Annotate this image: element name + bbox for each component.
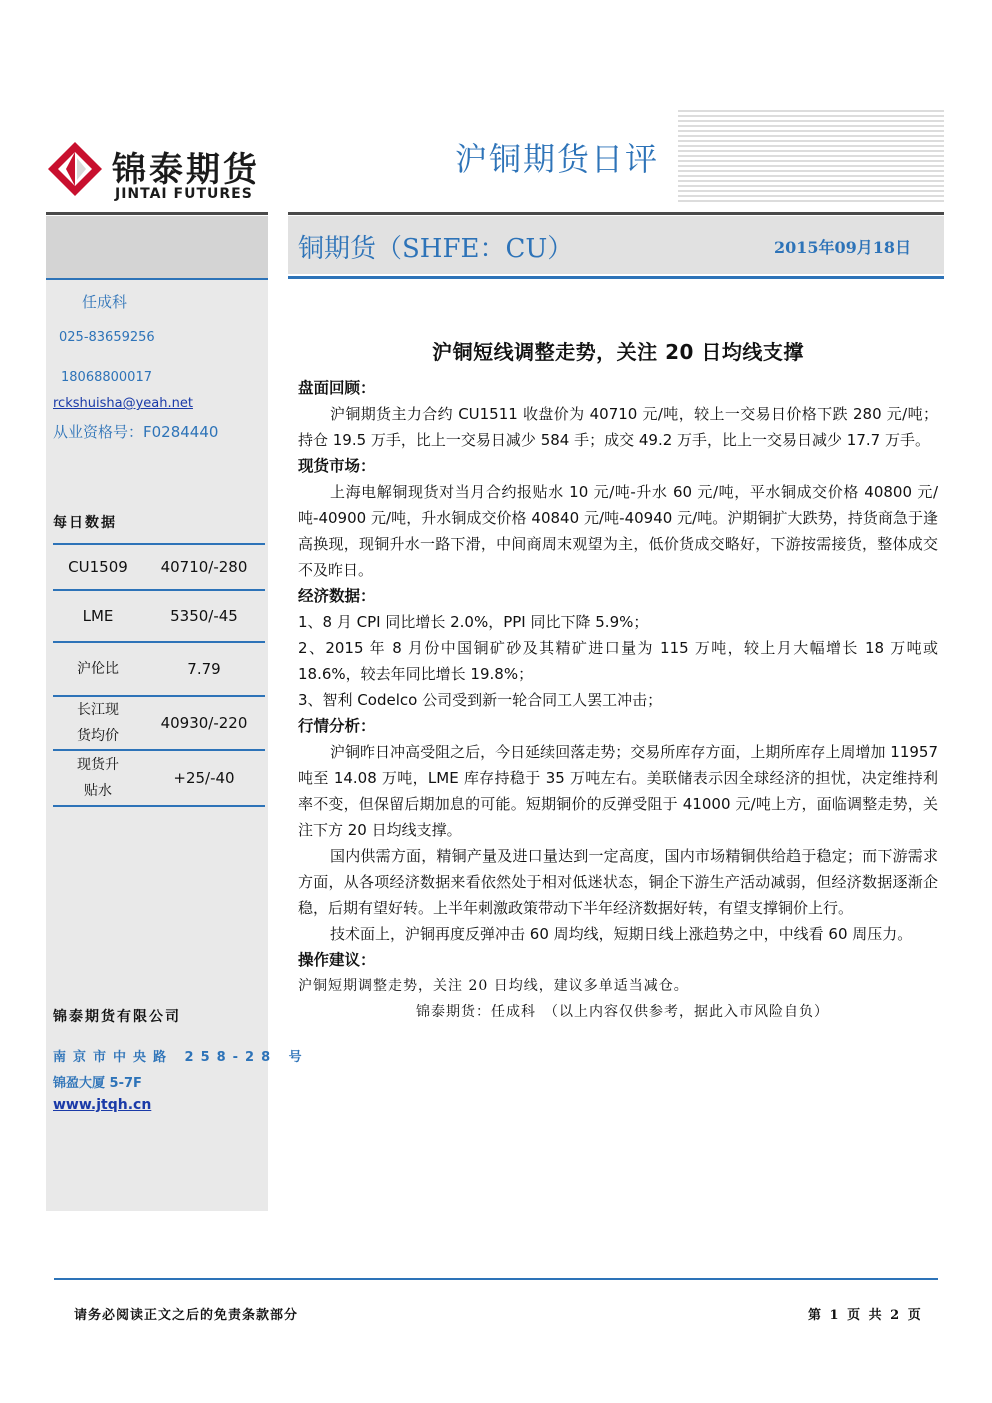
category-title: 铜期货（SHFE：CU） xyxy=(298,234,574,264)
section-title-spot: 现货市场： xyxy=(298,457,376,475)
analysis-paragraph: 技术面上，沪铜再度反弹冲击 60 周均线，短期日线上涨趋势之中，中线看 60 周压力。 xyxy=(330,925,913,943)
table-row xyxy=(53,697,265,751)
headline: 沪铜短线调整走势，关注 20 日均线支撑 xyxy=(432,340,804,364)
row-value: +25/-40 xyxy=(173,769,235,787)
section-title-analysis: 行情分析： xyxy=(298,717,376,735)
row-value: 7.79 xyxy=(187,660,221,678)
footer-rule xyxy=(54,1278,938,1280)
phone-landline: 025-83659256 xyxy=(59,330,155,345)
page-number: 第 1 页 共 2 页 xyxy=(808,1308,923,1323)
section-title-econ: 经济数据： xyxy=(298,587,376,605)
main-content xyxy=(298,336,938,1025)
footer-disclaimer: 请务必阅读正文之后的免责条款部分 xyxy=(74,1308,299,1323)
section-title-review: 盘面回顾： xyxy=(298,379,376,397)
company-name: 锦泰期货有限公司 xyxy=(53,1009,181,1025)
analysis-paragraph: 沪铜昨日冲高受阻之后，今日延续回落走势；交易所库存方面，上期所库存上周增加 11957 吨至 14.08 万吨，LME 库存持稳于 35 万吨左右。美联储表示因全球经济的担忧，决定维持利率不变，但保留后期加息的可能。短期铜价的反弹受阻于 41000 元/吨上方，面临调整走势，关注下方 20 日均线支撑。 xyxy=(298,743,938,839)
table-row xyxy=(53,591,265,643)
logo-english-name: JINTAI FUTURES xyxy=(115,186,253,202)
report-date: 2015年09月18日 xyxy=(774,238,912,257)
address-line-2: 锦盈大厦 5-7F xyxy=(53,1076,142,1091)
analysis-paragraph: 国内供需方面，精铜产量及进口量达到一定高度，国内市场精铜供给趋于稳定；而下游需求方面，从各项经济数据来看依然处于相对低迷状态，铜企下游生产活动减弱，但经济数据逐渐企稳，后期有望好转。上半年刺激政策带动下半年经济数据好转，有望支撑铜价上行。 xyxy=(298,847,938,917)
sidebar-top-block xyxy=(46,216,268,278)
table-row xyxy=(53,643,265,697)
row-value: 40710/-280 xyxy=(160,558,248,576)
econ-item: 1、8 月 CPI 同比增长 2.0%，PPI 同比下降 5.9%； xyxy=(298,613,649,631)
signature-line: 锦泰期货：任成科 （以上内容仅供参考，据此入市风险自负） xyxy=(416,1004,829,1020)
row-label: 长江现货均价 xyxy=(77,702,119,744)
banner-rule xyxy=(288,276,944,279)
header-rule-left xyxy=(46,212,268,215)
phone-mobile: 18068800017 xyxy=(61,370,152,385)
advice-text: 沪铜短期调整走势，关注 20 日均线，建议多单适当减仓。 xyxy=(298,978,689,994)
header-rule-right xyxy=(288,212,944,215)
address-line-1: 南京市中央路 258-28 号 xyxy=(53,1050,309,1065)
website-link[interactable]: www.jtqh.cn xyxy=(53,1097,152,1113)
daily-data-label: 每日数据 xyxy=(53,515,117,531)
sidebar-divider xyxy=(46,278,268,280)
license-number: 从业资格号：F0284440 xyxy=(53,423,219,441)
daily-data-table xyxy=(53,543,265,807)
email-link[interactable]: rckshuisha@yeah.net xyxy=(53,396,193,411)
review-paragraph: 沪铜期货主力合约 CU1511 收盘价为 40710 元/吨，较上一交易日价格下跌 280 元/吨；持仓 19.5 万手，比上一交易日减少 584 手；成交 49.2 万手，比上一交易日减少 17.7 万手。 xyxy=(298,405,938,449)
row-value: 40930/-220 xyxy=(160,714,248,732)
econ-item: 3、智利 Codelco 公司受到新一轮合同工人罢工冲击； xyxy=(298,691,663,709)
table-row xyxy=(53,543,265,591)
logo-diamond-icon xyxy=(46,140,104,198)
row-label: LME xyxy=(82,607,114,625)
report-title: 沪铜期货日评 xyxy=(455,140,660,178)
row-label: 沪伦比 xyxy=(77,661,119,677)
section-title-advice: 操作建议： xyxy=(298,951,376,969)
row-value: 5350/-45 xyxy=(170,607,238,625)
analyst-name: 任成科 xyxy=(82,293,128,311)
spot-paragraph: 上海电解铜现货对当月合约报贴水 10 元/吨-升水 60 元/吨，平水铜成交价格 40800 元/吨-40900 元/吨，升水铜成交价格 40840 元/吨-40940 元/吨。沪期铜扩大跌势，持货商急于逢高换现，现铜升水一路下滑，中间商周末观望为主，低价货成交略好，下游按需接货，整体成交不及昨日。 xyxy=(298,483,938,579)
table-row xyxy=(53,751,265,807)
logo-chinese-name: 锦泰期货 xyxy=(112,150,260,190)
header-stripes xyxy=(678,110,944,202)
econ-item: 2、2015 年 8 月份中国铜矿砂及其精矿进口量为 115 万吨，较上月大幅增长 18 万吨或 18.6%，较去年同比增长 19.8%； xyxy=(298,639,938,683)
row-label: CU1509 xyxy=(68,558,128,576)
row-label: 现货升贴水 xyxy=(77,757,119,799)
